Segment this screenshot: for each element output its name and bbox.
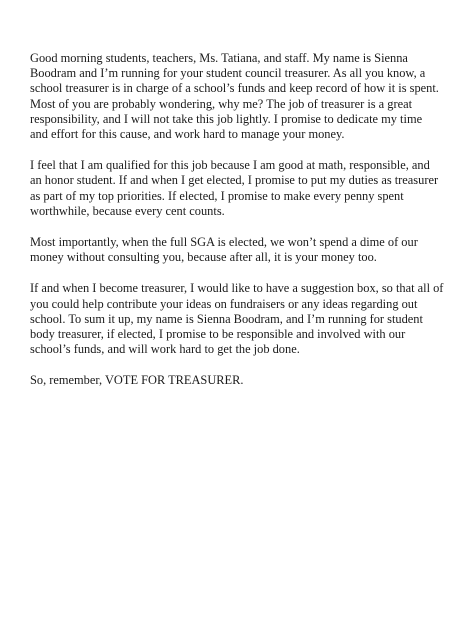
text-line: So, remember, VOTE FOR TREASURER. [30,373,244,388]
text-line: Boodram and I’m running for your student council treasurer. As all you know, a [30,66,426,81]
text-line: body treasurer, if elected, I promise to be responsible and involved with our [30,327,406,342]
text-line: an honor student. If and when I get elected, I promise to put my duties as treasurer [30,173,439,188]
text-line: worthwhile, because every cent counts. [30,203,225,218]
paragraph-suggestion-box [30,281,460,357]
paragraph-qualifications [30,158,460,219]
speech-body [30,51,460,405]
text-line: Good morning students, teachers, Ms. Tatiana, and staff. My name is Sienna [30,51,408,65]
text-line: I feel that I am qualified for this job because I am good at math, responsible, and [30,158,430,173]
text-line: responsibility, and I will not take this job lightly. I promise to dedicate my time [30,111,423,126]
text-line: school’s funds, and will work hard to get the job done. [30,342,300,357]
text-line: school treasurer is in charge of a school’s funds and keep record of how it is spent. [30,81,439,96]
text-line: money without consulting you, because after all, it is your money too. [30,250,377,265]
text-line: Most of you are probably wondering, why me? The job of treasurer is a great [30,96,413,111]
text-line: Most importantly, when the full SGA is elected, we won’t spend a dime of our [30,235,418,250]
text-line: and effort for this cause, and work hard to manage your money. [30,127,345,142]
text-line: you could help contribute your ideas on fundraisers or any ideas regarding out [30,296,418,311]
text-line: school. To sum it up, my name is Sienna Boodram, and I’m running for student [30,311,423,326]
text-line: If and when I become treasurer, I would like to have a suggestion box, so that all of [30,281,444,296]
text-line: as part of my top priorities. If elected, I promise to make every penny spent [30,188,404,203]
paragraph-introduction [30,51,460,142]
paragraph-sga-promise [30,235,460,265]
paragraph-closing [30,373,460,388]
